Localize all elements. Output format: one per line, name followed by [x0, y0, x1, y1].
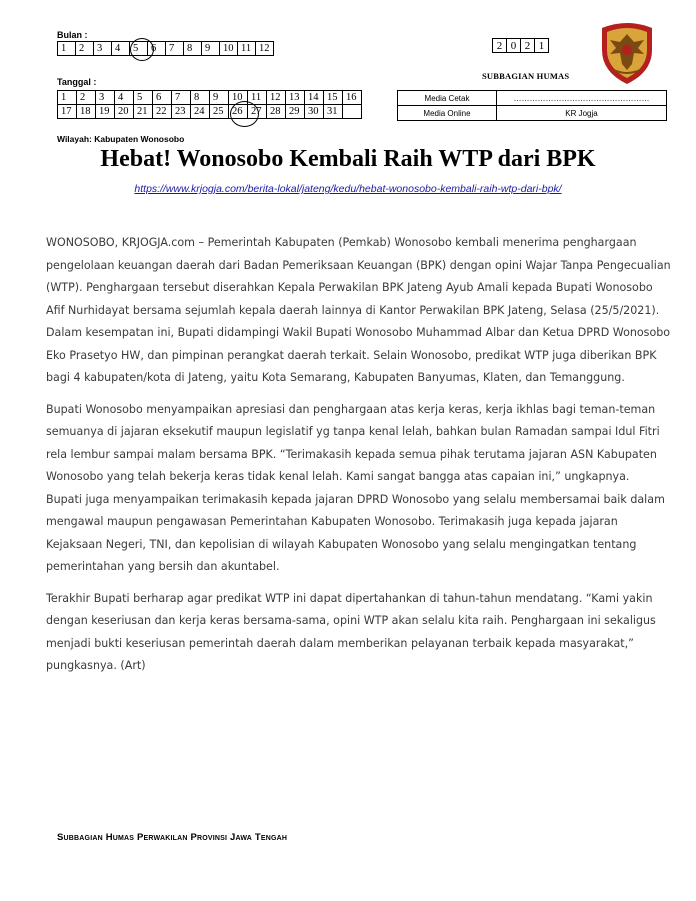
year-row	[493, 39, 549, 53]
bulan-cell: 7	[166, 42, 184, 56]
tanggal-cell: 15	[324, 91, 343, 105]
tanggal-cell: 12	[267, 91, 286, 105]
tanggal-cell: 17	[58, 105, 77, 119]
tanggal-row	[58, 105, 362, 119]
bulan-cell: 2	[76, 42, 94, 56]
tanggal-cell: 18	[77, 105, 96, 119]
tanggal-label: Tanggal :	[57, 77, 97, 87]
tanggal-cell: 28	[267, 105, 286, 119]
tanggal-row	[58, 91, 362, 105]
article-paragraph: Terakhir Bupati berharap agar predikat WTP ini dapat dipertahankan di tahun-tahun mendatang. “Kami yakin dengan keseriusan dan kerja keras bersama-sama, opini WTP akan selalu kita raih. Penghargaan ini sekaligus menjadi bukti keseriusan pemerintah daerah dalam memberikan pelayanan terbaik kepada masyarakat,” pungkasnya. (Art)	[46, 591, 656, 672]
tanggal-cell: 30	[305, 105, 324, 119]
tanggal-cell: 19	[96, 105, 115, 119]
year-digit-cell: 0	[507, 39, 521, 53]
tanggal-cell: 29	[286, 105, 305, 119]
bulan-cell: 4	[112, 42, 130, 56]
tanggal-cell: 27	[248, 105, 267, 119]
year-table	[492, 38, 549, 53]
tanggal-cell: 10	[229, 91, 248, 105]
media-cetak-label: Media Cetak	[398, 91, 497, 106]
tanggal-cell: 24	[191, 105, 210, 119]
tanggal-cell: 6	[153, 91, 172, 105]
tanggal-cell: 16	[343, 91, 362, 105]
article-paragraph: Bupati Wonosobo menyampaikan apresiasi dan penghargaan atas kerja keras, kerja ikhlas bagi teman-teman semuanya di jajaran eksekutif maupun legislatif yg tanpa kenal lelah, bahkan bulan Ramadan sampai Idul Fitri rela lembur sampai malam bersama BPK. “Terimakasih kepada semua pihak terutama jajaran ASN Kabupaten Wonosobo yang telah bekerja keras tidak kenal lelah. Kami sangat bangga atas capaian ini,” ungkapnya.	[46, 402, 660, 483]
bulan-cell: 6	[148, 42, 166, 56]
tanggal-cell: 26	[229, 105, 248, 119]
bulan-cell: 12	[256, 42, 274, 56]
tanggal-cell: 21	[134, 105, 153, 119]
media-table	[397, 90, 667, 121]
tanggal-cell: 13	[286, 91, 305, 105]
tanggal-cell: 1	[58, 91, 77, 105]
wilayah-label: Wilayah: Kabupaten Wonosobo	[57, 134, 185, 144]
tanggal-cell: 20	[115, 105, 134, 119]
tanggal-cell: 7	[172, 91, 191, 105]
year-digit-cell: 2	[493, 39, 507, 53]
article-paragraph: Dalam kesempatan ini, Bupati didampingi Wakil Bupati Wonosobo Muhammad Albar dan Ketua DPRD Wonosobo Eko Prasetyo HW, dan pimpinan perangkat daerah terkait. Selain Wonosobo, predikat WTP juga diberikan BPK bagi 4 kabupaten/kota di Jateng, yaitu Kota Semarang, Kabupaten Banyumas, Klaten, dan Temanggung.	[46, 326, 671, 384]
footer-text: Subbagian Humas Perwakilan Provinsi Jawa Tengah	[57, 832, 288, 843]
tanggal-cell: 23	[172, 105, 191, 119]
year-digit-cell: 2	[521, 39, 535, 53]
media-online-value: KR Jogja	[497, 106, 667, 121]
tanggal-cell: 8	[191, 91, 210, 105]
article-body	[46, 232, 671, 678]
bulan-label: Bulan :	[57, 30, 88, 40]
date-circle-mark	[230, 101, 259, 127]
tanggal-cell: 4	[115, 91, 134, 105]
bulan-cell: 3	[94, 42, 112, 56]
garuda-emblem-icon	[598, 20, 656, 86]
tanggal-cell: 31	[324, 105, 343, 119]
bulan-cell: 8	[184, 42, 202, 56]
article-paragraph: Bupati juga menyampaikan terimakasih kepada jajaran DPRD Wonosobo yang selalu membersamai baik dalam mengawal maupun pengawasan Pemerintahan Kabupaten Wonosobo. Terimakasih juga kepada jajaran Kejaksaan Negeri, TNI, dan kepolisian di wilayah Kabupaten Wonosobo yang selalu mengingatkan tentang pemerintahan yang bersih dan akuntabel.	[46, 492, 665, 573]
tanggal-cell: 9	[210, 91, 229, 105]
media-row	[398, 106, 667, 121]
bulan-table	[57, 41, 274, 56]
tanggal-cell: 2	[77, 91, 96, 105]
tanggal-cell	[343, 105, 362, 119]
subbagian-label: SUBBAGIAN HUMAS	[482, 71, 570, 81]
tanggal-cell: 25	[210, 105, 229, 119]
bulan-cell: 5	[130, 42, 148, 56]
bulan-cell: 10	[220, 42, 238, 56]
media-cetak-value: ……………………………………………	[497, 91, 667, 106]
tanggal-cell: 5	[134, 91, 153, 105]
month-circle-mark	[130, 38, 154, 61]
bulan-cell: 11	[238, 42, 256, 56]
tanggal-cell: 3	[96, 91, 115, 105]
tanggal-cell: 14	[305, 91, 324, 105]
article-title: Hebat! Wonosobo Kembali Raih WTP dari BPK	[100, 146, 596, 172]
year-digit-cell: 1	[535, 39, 549, 53]
tanggal-table	[57, 90, 362, 119]
article-paragraph: WONOSOBO, KRJOGJA.com – Pemerintah Kabupaten (Pemkab) Wonosobo kembali menerima penghargaan pengelolaan keuangan daerah dari Badan Pemeriksaan Keuangan (BPK) dengan opini Wajar Tanpa Pengecualian (WTP). Penghargaan tersebut diserahkan Kepala Perwakilan BPK Jateng Ayub Amali kepada Bupati Wonosobo Afif Nurhidayat bersama sejumlah kepala daerah lainnya di Kantor Perwakilan BPK Jateng, Selasa (25/5/2021).	[46, 236, 671, 317]
bulan-cell: 9	[202, 42, 220, 56]
article-url-link[interactable]: https://www.krjogja.com/berita-lokal/jateng/kedu/hebat-wonosobo-kembali-raih-wtp-dari-bpk/	[134, 183, 562, 195]
tanggal-cell: 11	[248, 91, 267, 105]
tanggal-cell: 22	[153, 105, 172, 119]
media-row	[398, 91, 667, 106]
bulan-cell: 1	[58, 42, 76, 56]
media-online-label: Media Online	[398, 106, 497, 121]
bulan-row	[58, 42, 274, 56]
